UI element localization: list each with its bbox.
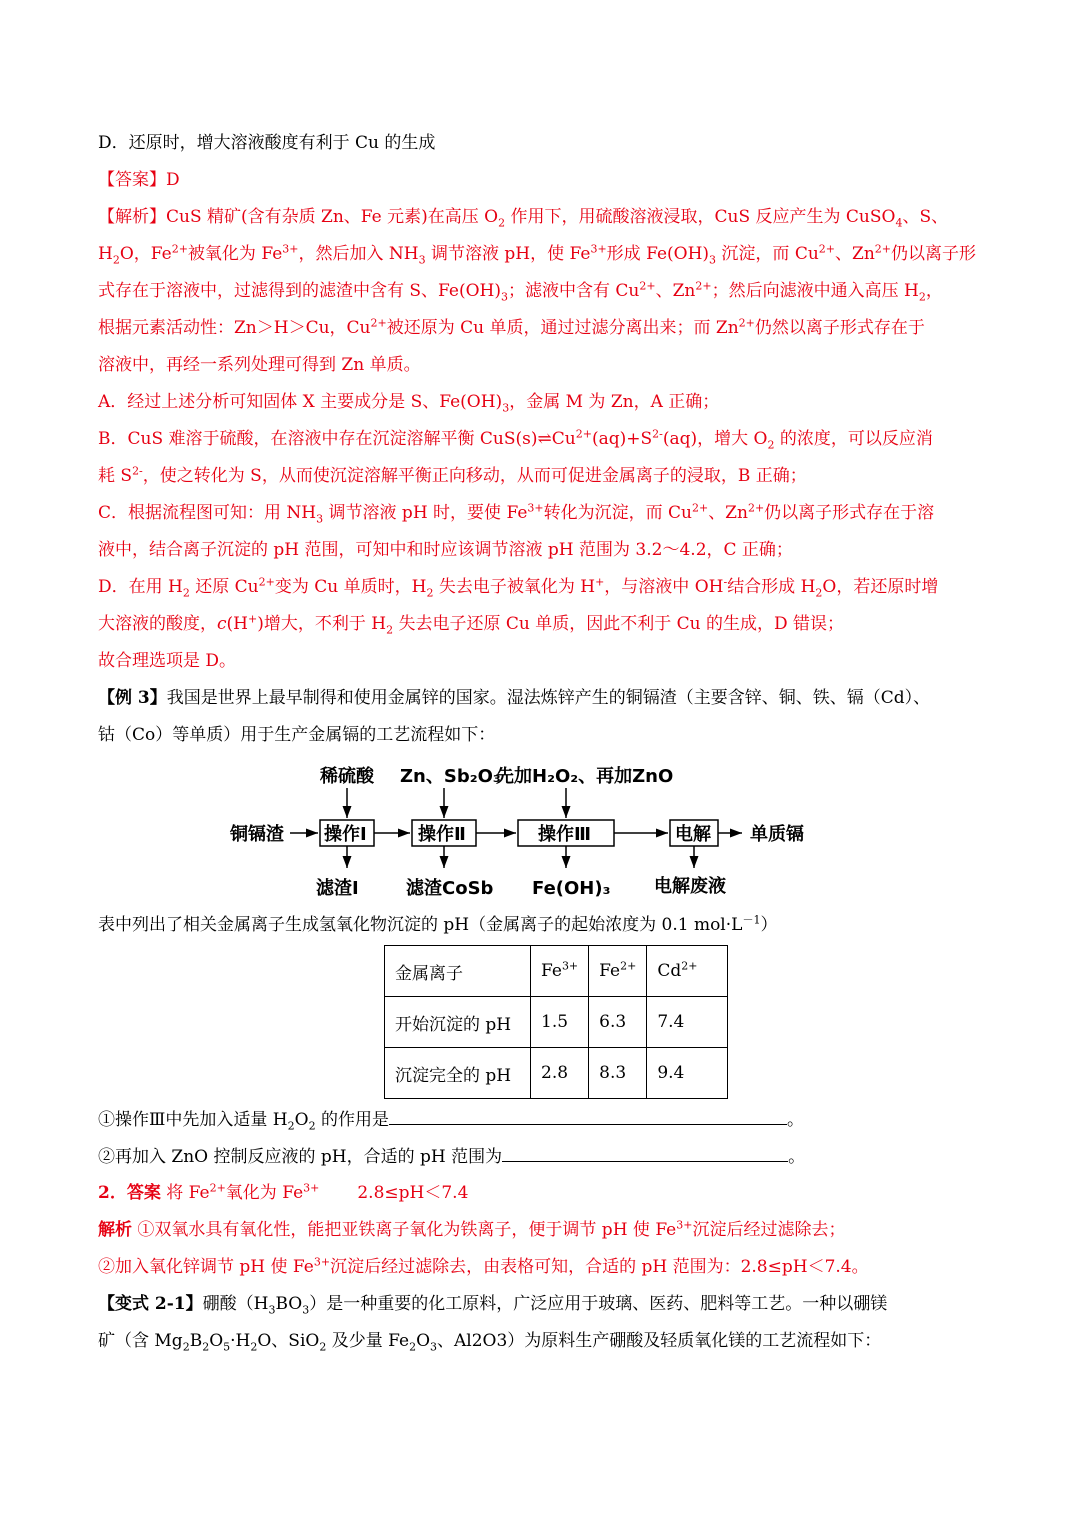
text: CuS 精矿(含有杂质 Zn、Fe 元素)在高压 O: [166, 207, 499, 227]
text: 失去电子还原 Cu 单质，因此不利于 Cu 的生成，D 错误；: [393, 614, 845, 634]
text: 还原 Cu: [189, 577, 259, 597]
text: 2O3）为原料生产硼酸及轻质氧化镁的工艺流程如下：: [471, 1331, 882, 1351]
text: (H: [226, 614, 248, 634]
sub: 2: [918, 290, 926, 304]
sup: 2+: [620, 959, 637, 973]
electrolysis-waste: 电解废液: [654, 876, 726, 897]
sup: 2+: [747, 501, 765, 515]
text: ，: [925, 281, 943, 301]
text: 耗 S: [98, 466, 133, 486]
sub: 4: [895, 216, 903, 230]
sup: 2+: [681, 959, 698, 973]
analysis-a: [98, 389, 719, 415]
text: 结合形成 H: [727, 577, 816, 597]
text: ，使之转化为 S，从而使沉淀溶解平衡正向移动，从而可促进金属离子的浸取，B 正确；: [142, 466, 807, 486]
analysis-d-2: [98, 611, 844, 637]
text: O、SiO: [257, 1331, 320, 1351]
text: 失去电子被氧化为 H: [433, 577, 596, 597]
table-cell: 9.4: [647, 1048, 728, 1099]
sub: 2: [182, 1340, 190, 1354]
table-cell: 8.3: [589, 1048, 647, 1099]
table-cell: [531, 946, 589, 997]
sub: 2: [308, 1119, 316, 1133]
text: B．CuS 难溶于硫酸，在溶液中存在沉淀溶解平衡 CuS(s): [98, 429, 538, 449]
text: 调节溶液 pH，使 Fe: [425, 244, 591, 264]
sup: 3+: [303, 1181, 320, 1195]
analysis-conclusion: 故合理选项是 D。: [98, 651, 237, 671]
text: Cu: [551, 429, 576, 449]
sup: +: [595, 575, 605, 589]
table-row: [385, 997, 728, 1048]
ph-table: [384, 945, 728, 1099]
analysis-2-label: 解析: [98, 1220, 132, 1240]
sup: 2+: [639, 279, 656, 293]
sub: 3: [268, 1303, 276, 1317]
sub: 3: [430, 1340, 438, 1354]
solution-line-1: [98, 204, 948, 230]
input-h2o2-zno: 先加H₂O₂、再加ZnO: [496, 766, 674, 787]
text: 转化为沉淀，而 Cu: [543, 503, 692, 523]
text: 仍以离子形: [891, 244, 976, 264]
sup: 2+: [370, 316, 387, 330]
sup: 2+: [209, 1181, 226, 1195]
sup: 3+: [676, 1218, 693, 1232]
table-cell: 1.5: [531, 997, 589, 1048]
text: 。: [786, 1110, 804, 1130]
text: 及少量 Fe: [326, 1331, 410, 1351]
sub: 2: [426, 586, 434, 600]
sub: 3: [302, 1303, 310, 1317]
text: ，然后加入 NH: [298, 244, 419, 264]
sub: 2: [202, 1340, 210, 1354]
text: 将 Fe: [160, 1183, 210, 1203]
text: )增大，不利于 H: [257, 614, 387, 634]
table-row: [385, 946, 728, 997]
question-1: [98, 1106, 804, 1133]
text: Cd: [657, 961, 682, 981]
text: 式存在于溶液中，过滤得到的滤渣中含有 S、Fe(OH): [98, 281, 502, 301]
sup: 2+: [691, 501, 709, 515]
op1-label: 操作Ⅰ: [324, 824, 367, 845]
text: 。: [788, 1147, 806, 1167]
text: 调节溶液 pH 时，要使 Fe: [323, 503, 528, 523]
text: 仍以离子形式存在于溶: [764, 503, 935, 523]
op3-label: 操作Ⅲ: [538, 824, 592, 845]
solution-line-2: [98, 241, 976, 267]
sub: 2: [386, 623, 394, 637]
text: O: [416, 1331, 431, 1351]
text: ②加入氧化锌调节 pH 使 Fe: [98, 1257, 314, 1277]
sub: 5: [223, 1340, 231, 1354]
op2-label: 操作Ⅱ: [418, 824, 466, 845]
answer-line: [98, 167, 180, 193]
text: O，若还原时增: [822, 577, 939, 597]
text: B: [189, 1331, 203, 1351]
text: ）: [760, 915, 778, 935]
sub: 2: [182, 586, 190, 600]
text: 、S、: [902, 207, 949, 227]
text: (aq)+S: [591, 429, 653, 449]
answer-value: D: [166, 170, 180, 190]
text: ①双氧水具有氧化性，能把亚铁离子氧化为铁离子，便于调节 pH 使 Fe: [132, 1220, 677, 1240]
text: 氧化为 Fe: [225, 1183, 304, 1203]
text: 变为 Cu 单质时，H: [274, 577, 427, 597]
solution-label: 【解析】: [98, 207, 166, 227]
input-dilute-sulfuric-acid: 稀硫酸: [320, 766, 374, 787]
sup: 2+: [738, 316, 755, 330]
analysis-b-2: [98, 463, 807, 489]
option-d-line: D．还原时，增大溶液酸度有利于 Cu 的生成: [98, 133, 436, 153]
analysis-c-1: [98, 500, 934, 526]
answer-blank-1[interactable]: [389, 1106, 787, 1125]
sup: 2-: [652, 427, 663, 441]
sub: 2: [409, 1340, 417, 1354]
text: 沉淀后经过滤除去，由表格可知，合适的 pH 范围为：2.8≤pH＜7.4。: [330, 1257, 869, 1277]
sup: 3+: [282, 242, 299, 256]
answer-2-label: 答案: [126, 1183, 161, 1203]
text: O: [294, 1110, 309, 1130]
text: 作用下，用硫酸溶液浸取，CuS 反应产生为 CuSO: [505, 207, 896, 227]
sub: 3: [316, 512, 324, 526]
table-cell: 7.4: [647, 997, 728, 1048]
sup: 3+: [590, 242, 607, 256]
text: 、Zn: [835, 244, 875, 264]
text: O: [209, 1331, 224, 1351]
text: ）是一种重要的化工原料，广泛应用于玻璃、医药、肥料等工艺。一种以硼镁: [309, 1294, 888, 1314]
residue-cosb: 滤渣CoSb: [406, 878, 494, 899]
text: O，Fe: [119, 244, 172, 264]
table-cell: [647, 946, 728, 997]
text: 被还原为 Cu 单质，通过过滤分离出来；而 Zn: [386, 318, 739, 338]
text: H: [98, 244, 113, 264]
variant-2-1-line-2: [98, 1328, 881, 1354]
text: ，金属 M 为 Zn，A 正确；: [509, 392, 720, 412]
text: 大溶液的酸度，: [98, 614, 217, 634]
table-row: [385, 1048, 728, 1099]
example-3-line-1: [98, 685, 930, 711]
text: A．经过上述分析可知固体 X 主要成分是 S、Fe(OH): [98, 392, 503, 412]
table-cell: 开始沉淀的 pH: [385, 997, 531, 1048]
answer-2-line: [98, 1180, 468, 1206]
equilibrium-arrow: ⇌: [537, 429, 552, 449]
sub: 2: [498, 216, 506, 230]
text: 表中列出了相关金属离子生成氢氧化物沉淀的 pH（金属离子的起始浓度为 0.1 mol·L: [98, 915, 743, 935]
sub: 2: [250, 1340, 258, 1354]
text: 、Al: [437, 1331, 472, 1351]
sup: 2+: [258, 575, 275, 589]
example-3-label: 【例 3】: [98, 688, 167, 708]
text: ，与溶液中 OH: [604, 577, 724, 597]
text: 被氧化为 Fe: [187, 244, 283, 264]
sup: －1: [742, 913, 761, 927]
sub: 3: [418, 253, 426, 267]
sup: 3+: [313, 1255, 331, 1269]
text: 根据元素活动性：Zn＞H＞Cu，Cu: [98, 318, 371, 338]
sup: +: [248, 612, 258, 626]
text: Fe: [541, 961, 562, 981]
sup: 3+: [561, 959, 579, 973]
text: ；然后向滤液中通入高压 H: [711, 281, 919, 301]
solution-line-3: [98, 278, 943, 304]
text: Fe: [599, 961, 621, 981]
example-3-line-2: 钴（Co）等单质）用于生产金属镉的工艺流程如下：: [98, 725, 496, 745]
text: BO: [275, 1294, 303, 1314]
text: 矿（含 Mg: [98, 1331, 183, 1351]
sup: 2+: [818, 242, 836, 256]
process-flow-diagram: [228, 760, 828, 905]
text: 沉淀，而 Cu: [716, 244, 819, 264]
text: 形成 Fe(OH): [606, 244, 710, 264]
text: 、Zn: [655, 281, 696, 301]
text: 沉淀后经过滤除去；: [692, 1220, 846, 1240]
analysis-2-line-1: [98, 1217, 845, 1243]
text: ；滤液中含有 Cu: [508, 281, 640, 301]
sub: 2: [287, 1119, 295, 1133]
sup: 2+: [575, 427, 592, 441]
product-cd: 单质镉: [750, 824, 804, 845]
text: 2.8≤pH＜7.4: [357, 1183, 469, 1203]
table-cell: 6.3: [589, 997, 647, 1048]
text: 2．: [98, 1183, 127, 1203]
text: 仍然以离子形式存在于: [754, 318, 925, 338]
sub: 2: [319, 1340, 327, 1354]
residue-1: 滤渣Ⅰ: [316, 878, 359, 899]
text: ·H: [230, 1331, 251, 1351]
sup: 2+: [171, 242, 188, 256]
op4-label: 电解: [675, 824, 711, 845]
solution-line-5: 溶液中，再经一系列处理可得到 Zn 单质。: [98, 355, 421, 375]
text: 硼酸（H: [202, 1294, 269, 1314]
question-2: [98, 1143, 805, 1170]
text: 的浓度，可以反应消: [774, 429, 933, 449]
sup: 3+: [527, 501, 544, 515]
sub: 3: [501, 290, 509, 304]
sub: 2: [767, 438, 775, 452]
table-intro: [98, 912, 777, 938]
sub: 3: [709, 253, 717, 267]
analysis-2-line-2: [98, 1254, 869, 1280]
sup: 2+: [874, 242, 891, 256]
sup: 2+: [695, 279, 712, 293]
table-cell: 金属离子: [385, 946, 531, 997]
variant-label: 【变式 2-1】: [98, 1294, 203, 1314]
analysis-c-2: 液中，结合离子沉淀的 pH 范围，可知中和时应该调节溶液 pH 范围为 3.2～4.2，C 正确；: [98, 540, 793, 560]
table-cell: 沉淀完全的 pH: [385, 1048, 531, 1099]
variant-2-1-line-1: [98, 1291, 887, 1317]
sub: 3: [502, 401, 510, 415]
text: c: [217, 614, 227, 634]
answer-blank-2[interactable]: [502, 1143, 788, 1162]
solution-line-4: [98, 315, 925, 341]
text: 我国是世界上最早制得和使用金属锌的国家。湿法炼锌产生的铜镉渣（主要含锌、铜、铁、镉（Cd）、: [166, 688, 931, 708]
start-material: 铜镉渣: [230, 824, 284, 845]
analysis-b-1: [98, 426, 933, 452]
text: (aq)，增大 O: [662, 429, 768, 449]
text: ②再加入 ZnO 控制反应液的 pH，合适的 pH 范围为: [98, 1147, 503, 1167]
text: C．根据流程图可知：用 NH: [98, 503, 317, 523]
sub: 2: [815, 586, 823, 600]
sup: -: [723, 575, 728, 589]
answer-label: 【答案】: [98, 170, 166, 190]
sup: 2-: [132, 464, 143, 478]
table-cell: [589, 946, 647, 997]
residue-feoh3: Fe(OH)₃: [532, 878, 611, 899]
analysis-d-1: [98, 574, 938, 600]
text: 、Zn: [708, 503, 748, 523]
text: ①操作Ⅲ中先加入适量 H: [98, 1110, 288, 1130]
text: D．在用 H: [98, 577, 183, 597]
table-cell: 2.8: [531, 1048, 589, 1099]
text: 的作用是: [315, 1110, 389, 1130]
sub: 2: [112, 253, 120, 267]
input-zn-sb2o3: Zn、Sb₂O₃: [400, 766, 501, 787]
